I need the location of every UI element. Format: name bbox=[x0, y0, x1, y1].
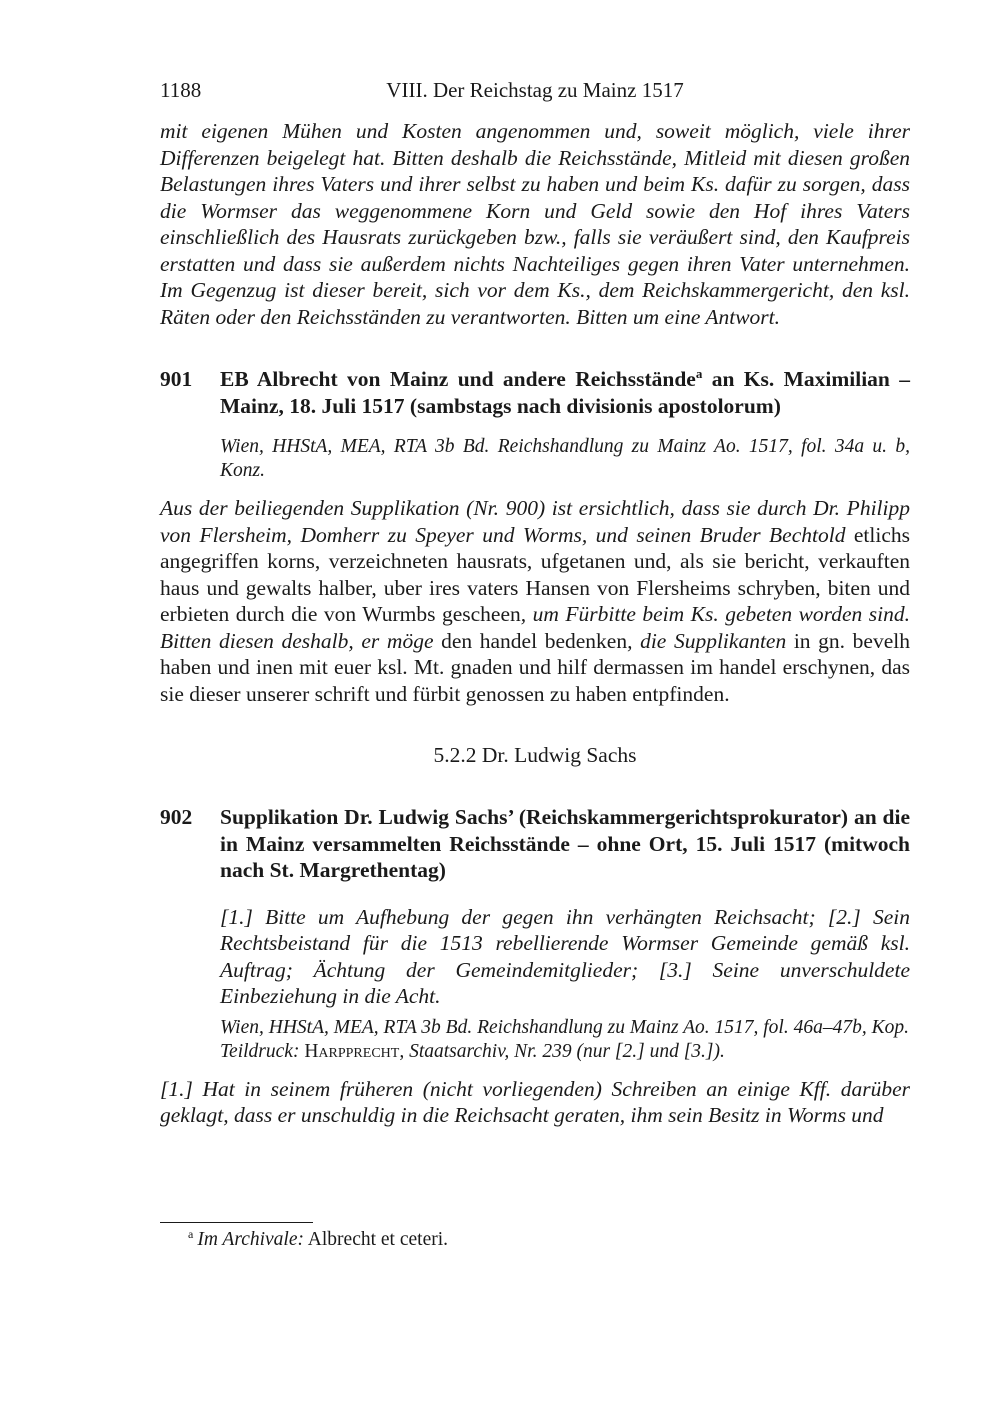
section-heading: 5.2.2 Dr. Ludwig Sachs bbox=[433, 743, 637, 767]
doc-title-part2: an Ks. Maximilian – Mainz, 18. Juli 1517 (sambstags nach divisionis apostolorum) bbox=[220, 367, 910, 418]
doc-902-source: Wien, HHStA, MEA, RTA 3b Bd. Reichshandlung zu Mainz Ao. 1517, fol. 46a–47b, Kop. bbox=[220, 1016, 909, 1038]
doc-901-body bbox=[160, 495, 910, 707]
footnote-label: Im Archivale: bbox=[197, 1229, 304, 1250]
page-header bbox=[160, 78, 910, 106]
doc-title-part1: EB Albrecht von Mainz und andere Reichsstände bbox=[220, 367, 696, 391]
doc-number: 901 bbox=[160, 367, 193, 391]
partial-author: Harpprecht bbox=[304, 1040, 400, 1062]
running-title: VIII. Der Reichstag zu Mainz 1517 bbox=[386, 78, 684, 102]
doc-902-body: [1.] Hat in seinem früheren (nicht vorliegenden) Schreiben an einige Kff. darüber geklagt, dass er unschuldig in die Reichsacht geraten, ihm sein Besitz in Worms und bbox=[160, 1076, 910, 1127]
footnote-text: Albrecht et ceteri. bbox=[304, 1229, 449, 1250]
page-number: 1188 bbox=[160, 78, 202, 102]
doc-title: Supplikation Dr. Ludwig Sachs’ (Reichskammergerichtsprokurator) an die in Mainz versammelten Reichsstände – ohne Ort, 15. Juli 1517 (mitwoch nach St. Margrethentag) bbox=[220, 805, 910, 882]
body-quote-2: den handel bedenken bbox=[433, 628, 628, 653]
body-italic-1: Aus der beiliegenden Supplikation (Nr. 900) ist ersichtlich, dass sie durch Dr. Philipp von Flersheim, Domherr zu Speyer und Worms, und seinen Bruder Bechtold bbox=[160, 496, 910, 547]
doc-901-source: Wien, HHStA, MEA, RTA 3b Bd. Reichshandlung zu Mainz Ao. 1517, fol. 34a u. b, Konz. bbox=[220, 436, 910, 481]
body-quote-3: in gn. bevelh haben und inen mit euer ksl. Mt. gnaden und hilf dermassen im handel erschynen, das sie dieser unserer schrift und fürbit genossen zu haben entpfinden. bbox=[160, 628, 910, 706]
footnote-ref: a bbox=[695, 366, 703, 381]
doc-901-heading bbox=[160, 366, 910, 419]
partial-label: Teildruck: bbox=[220, 1040, 300, 1062]
footnote-rule bbox=[160, 1222, 313, 1223]
footnote bbox=[188, 1229, 448, 1251]
body-italic-3: , die Supplikanten bbox=[627, 628, 787, 653]
body-italic-2: , um Fürbitte beim Ks. gebeten worden sind. Bitten diesen deshalb, er möge bbox=[160, 602, 910, 653]
footnote-marker: a bbox=[188, 1227, 194, 1241]
doc-number: 902 bbox=[160, 805, 193, 829]
partial-rest: , Staatsarchiv, Nr. 239 (nur [2.] und [3.]). bbox=[399, 1040, 725, 1062]
doc-902-heading bbox=[160, 804, 910, 884]
page-content bbox=[160, 78, 910, 1129]
doc-title bbox=[220, 366, 910, 419]
intro-paragraph: mit eigenen Mühen und Kosten angenommen und, soweit möglich, viele ihrer Differenzen beigelegt hat. Bitten deshalb die Reichsstände, Mitleid mit diesen großen Belastungen ihres Vaters und ihrer selbst zu haben und beim Ks. dafür zu sorgen, dass die Wormser das weggenommene Korn und Geld sowie den Hof ihres Vaters einschließlich des Hausrats zurückgeben bzw., falls sie veräußert sind, den Kaufpreis erstatten und dass sie außerdem nichts Nachteiliges gegen ihren Vater unternehmen. Im Gegenzug ist dieser bereit, sich vor dem Ks., dem Reichskammergericht, den ksl. Räten oder den Reichsständen zu verantworten. Bitten um eine Antwort. bbox=[160, 119, 910, 329]
doc-902-partial-print bbox=[220, 1040, 910, 1064]
body-quote-1: etlichs angegriffen korns, verzeichneten hausrats, ufgetanen und, als sie bericht, verkauften haus und gewalts halber, uber ires vaters Hansen von Flersheims schryben, biten und erbieten durch die von Wurmbs gescheen bbox=[160, 522, 911, 626]
doc-902-regest: [1.] Bitte um Aufhebung der gegen ihn verhängten Reichsacht; [2.] Sein Rechtsbeistand für die 1513 rebellierende Wormser Gemeinde gemäß ksl. Auftrag; Ächtung der Gemeindemitglieder; [3.] Seine unverschuldete Einbeziehung in die Acht. bbox=[220, 904, 910, 1008]
